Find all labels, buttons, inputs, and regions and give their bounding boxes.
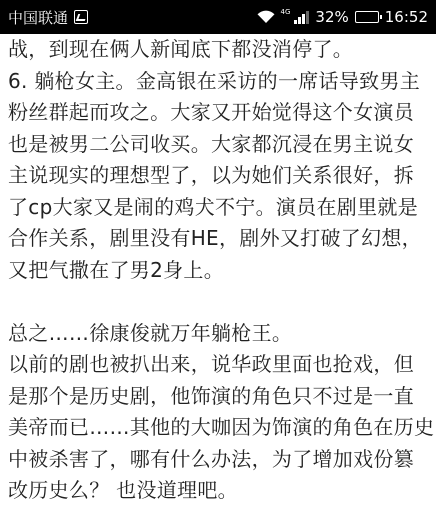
text-line: 改历史么？ 也没道理吧。 [8, 478, 238, 502]
text-line: 以前的剧也被扒出来，说华政里面也抢戏，但 [8, 352, 414, 376]
wifi-icon [257, 10, 275, 24]
text-line: 又把气撒在了男2身上。 [8, 257, 225, 282]
text-line: 美帝而已……其他的大咖因为饰演的角色在历史 [8, 415, 435, 439]
text-line: 总之……徐康俊就万年躺枪王。 [8, 320, 293, 345]
paragraph-1 [8, 34, 432, 286]
status-bar [0, 0, 436, 34]
text-line: 6. 躺枪女主。金高银在采访的一席话导致男主 [8, 68, 421, 93]
paragraph-2 [8, 318, 435, 507]
text-line: 战，到现在俩人新闻底下都没消停了。 [8, 37, 354, 61]
cell-signal-icon [294, 10, 309, 24]
text-line: 粉丝群起而攻之。大家又开始觉得这个女演员 [8, 100, 414, 124]
network-type-label: 4G [280, 7, 291, 16]
carrier-name: 中国联通 [8, 8, 69, 27]
image-notification-icon [74, 10, 88, 24]
text-line: 合作关系，剧里没有HE，剧外又打破了幻想， [8, 226, 422, 250]
battery-icon [355, 11, 379, 23]
battery-percent: 32% [315, 8, 349, 26]
status-right [257, 8, 428, 26]
clock: 16:52 [384, 8, 428, 26]
status-left [8, 7, 88, 28]
text-line: 是那个是历史剧，他饰演的角色只不过是一直 [8, 383, 414, 408]
text-line: 也是被男二公司收买。大家都沉浸在男主说女 [8, 131, 414, 156]
article-body [8, 34, 435, 507]
text-line: 中被杀害了，哪有什么办法，为了增加戏份篡 [8, 446, 414, 471]
text-line: 主说现实的理想型了，以为她们关系很好，拆 [8, 163, 414, 187]
text-line: 了cp大家又是闹的鸡犬不宁。演员在剧里就是 [8, 194, 418, 219]
paragraph-spacer [8, 286, 432, 318]
